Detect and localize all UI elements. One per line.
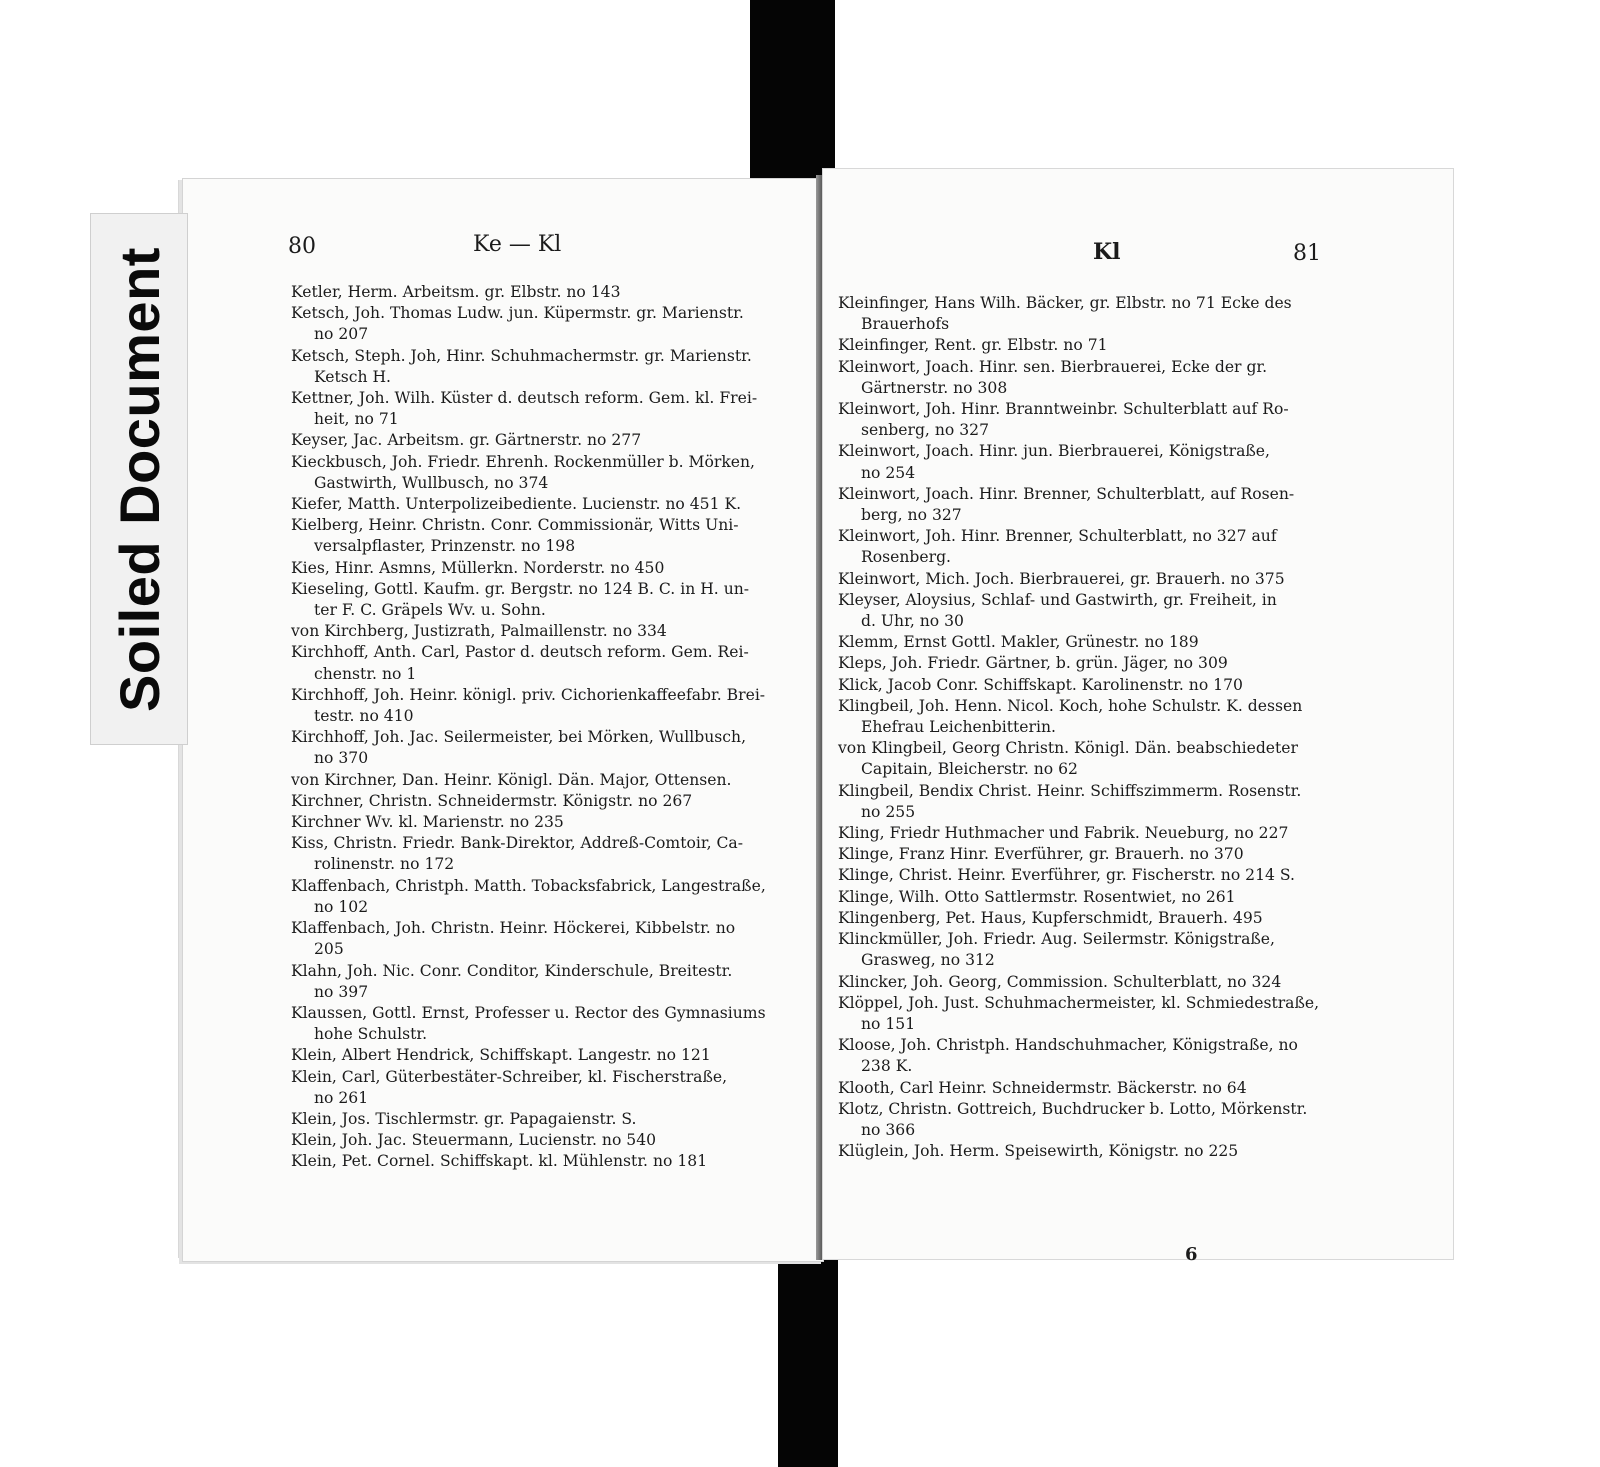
entry-continuation: Gastwirth, Wullbusch, no 374 bbox=[314, 473, 549, 492]
entry-line: Kling, Friedr Huthmacher und Fabrik. Neueburg, no 227 bbox=[838, 824, 1289, 843]
entry-line: Kieckbusch, Joh. Friedr. Ehrenh. Rockenmüller b. Mörken, bbox=[291, 452, 756, 471]
soiled-document-label bbox=[90, 213, 188, 745]
directory-entry bbox=[838, 823, 1328, 844]
directory-entry bbox=[838, 675, 1328, 696]
entry-continuation: 205 bbox=[314, 940, 344, 959]
right-entry-list bbox=[838, 293, 1328, 1162]
entry-continuation: senberg, no 327 bbox=[861, 421, 989, 440]
entry-line: Klaussen, Gottl. Ernst, Professer u. Rector des Gymnasiums bbox=[291, 1003, 766, 1022]
entry-line: Klaffenbach, Joh. Christn. Heinr. Höckerei, Kibbelstr. no bbox=[291, 919, 736, 938]
left-running-head: Ke — Kl bbox=[473, 232, 562, 257]
left-entry-list bbox=[291, 282, 796, 1173]
directory-entry bbox=[838, 1141, 1328, 1162]
right-page bbox=[822, 168, 1454, 1265]
entry-continuation: Rosenberg. bbox=[861, 548, 952, 567]
directory-entry bbox=[838, 441, 1328, 483]
entry-line: Kleinwort, Joach. Hinr. jun. Bierbrauerei, Königstraße, bbox=[838, 442, 1270, 461]
entry-continuation: no 255 bbox=[861, 802, 916, 821]
directory-entry bbox=[291, 1151, 796, 1172]
directory-entry bbox=[291, 727, 796, 769]
entry-line: Kirchner, Christn. Schneidermstr. Königstr. no 267 bbox=[291, 791, 693, 810]
directory-entry bbox=[291, 918, 796, 960]
entry-continuation: chenstr. no 1 bbox=[314, 664, 417, 683]
directory-entry bbox=[291, 303, 796, 345]
bookmark-ribbon-bottom bbox=[778, 1250, 838, 1467]
directory-entry bbox=[291, 430, 796, 451]
directory-entry bbox=[291, 388, 796, 430]
entry-line: Kleinwort, Joh. Hinr. Branntweinbr. Schulterblatt auf Ro- bbox=[838, 400, 1289, 419]
directory-entry bbox=[291, 346, 796, 388]
entry-line: Klinge, Franz Hinr. Everführer, gr. Brauerh. no 370 bbox=[838, 845, 1244, 864]
entry-continuation: Grasweg, no 312 bbox=[861, 951, 995, 970]
right-page-number: 81 bbox=[1293, 241, 1321, 266]
entry-continuation: Gärtnerstr. no 308 bbox=[861, 378, 1008, 397]
entry-line: von Kirchner, Dan. Heinr. Königl. Dän. Major, Ottensen. bbox=[291, 770, 732, 789]
entry-line: Klein, Albert Hendrick, Schiffskapt. Langestr. no 121 bbox=[291, 1046, 711, 1065]
entry-line: Kleinwort, Mich. Joch. Bierbrauerei, gr. Brauerh. no 375 bbox=[838, 569, 1285, 588]
entry-line: Kiefer, Matth. Unterpolizeibediente. Lucienstr. no 451 K. bbox=[291, 495, 742, 514]
entry-continuation: no 370 bbox=[314, 749, 369, 768]
directory-entry bbox=[291, 791, 796, 812]
entry-line: Kiss, Christn. Friedr. Bank-Direktor, Addreß-Comtoir, Ca- bbox=[291, 834, 743, 853]
entry-line: Klöppel, Joh. Just. Schuhmachermeister, kl. Schmiedestraße, bbox=[838, 993, 1320, 1012]
entry-line: Klincker, Joh. Georg, Commission. Schulterblatt, no 324 bbox=[838, 972, 1282, 991]
entry-line: Klein, Joh. Jac. Steuermann, Lucienstr. no 540 bbox=[291, 1131, 657, 1150]
entry-line: Kleinfinger, Hans Wilh. Bäcker, gr. Elbstr. no 71 Ecke des bbox=[838, 294, 1292, 312]
soiled-document-label-text: Soiled Document bbox=[107, 246, 171, 712]
directory-entry bbox=[291, 833, 796, 875]
entry-line: Klotz, Christn. Gottreich, Buchdrucker b. Lotto, Mörkenstr. bbox=[838, 1099, 1308, 1118]
entry-line: Klinge, Christ. Heinr. Everführer, gr. Fischerstr. no 214 S. bbox=[838, 866, 1295, 885]
directory-entry bbox=[838, 887, 1328, 908]
entry-continuation: Ehefrau Leichenbitterin. bbox=[861, 718, 1056, 737]
directory-entry bbox=[838, 908, 1328, 929]
entry-line: Kirchner Wv. kl. Marienstr. no 235 bbox=[291, 813, 564, 832]
directory-entry bbox=[838, 1035, 1328, 1077]
entry-line: Klingbeil, Joh. Henn. Nicol. Koch, hohe Schulstr. K. dessen bbox=[838, 696, 1303, 715]
directory-entry bbox=[838, 993, 1328, 1035]
directory-entry bbox=[838, 1099, 1328, 1141]
entry-line: Klein, Carl, Güterbestäter-Schreiber, kl. Fischerstraße, bbox=[291, 1067, 728, 1086]
bookmark-ribbon-top bbox=[750, 0, 835, 185]
entry-continuation: hohe Schulstr. bbox=[314, 1025, 428, 1044]
directory-entry bbox=[838, 357, 1328, 399]
directory-entry bbox=[291, 515, 796, 557]
entry-line: Klinge, Wilh. Otto Sattlermstr. Rosentwiet, no 261 bbox=[838, 887, 1236, 906]
directory-entry bbox=[291, 452, 796, 494]
directory-entry bbox=[291, 1003, 796, 1045]
entry-line: Kleinfinger, Rent. gr. Elbstr. no 71 bbox=[838, 336, 1108, 355]
entry-continuation: d. Uhr, no 30 bbox=[861, 612, 964, 631]
entry-line: Kieseling, Gottl. Kaufm. gr. Bergstr. no 124 B. C. in H. un- bbox=[291, 579, 750, 598]
directory-entry bbox=[838, 1078, 1328, 1099]
entry-line: Klingenberg, Pet. Haus, Kupferschmidt, Brauerh. 495 bbox=[838, 908, 1263, 927]
directory-entry bbox=[291, 494, 796, 515]
directory-entry bbox=[291, 558, 796, 579]
left-page-number: 80 bbox=[288, 234, 316, 259]
directory-entry bbox=[838, 844, 1328, 865]
entry-continuation: no 254 bbox=[861, 463, 916, 482]
entry-line: Keyser, Jac. Arbeitsm. gr. Gärtnerstr. no 277 bbox=[291, 431, 642, 450]
entry-line: Kielberg, Heinr. Christn. Conr. Commissionär, Witts Uni- bbox=[291, 516, 739, 535]
entry-line: Kleinwort, Joach. Hinr. sen. Bierbrauerei, Ecke der gr. bbox=[838, 357, 1268, 376]
directory-entry bbox=[291, 282, 796, 303]
directory-entry bbox=[838, 590, 1328, 632]
entry-line: Ketsch, Joh. Thomas Ludw. jun. Küpermstr. gr. Marienstr. bbox=[291, 304, 744, 323]
entry-continuation: versalpflaster, Prinzenstr. no 198 bbox=[314, 537, 576, 556]
entry-line: Klick, Jacob Conr. Schiffskapt. Karolinenstr. no 170 bbox=[838, 675, 1243, 694]
entry-line: Kleps, Joh. Friedr. Gärtner, b. grün. Jäger, no 309 bbox=[838, 654, 1228, 673]
directory-entry bbox=[291, 961, 796, 1003]
entry-continuation: ter F. C. Gräpels Wv. u. Sohn. bbox=[314, 601, 546, 620]
directory-entry bbox=[838, 293, 1328, 335]
entry-line: Klein, Jos. Tischlermstr. gr. Papagaienstr. S. bbox=[291, 1109, 637, 1128]
entry-continuation: testr. no 410 bbox=[314, 707, 414, 726]
left-page bbox=[182, 178, 824, 1262]
entry-continuation: Ketsch H. bbox=[314, 367, 392, 386]
directory-entry bbox=[291, 685, 796, 727]
directory-entry bbox=[291, 642, 796, 684]
entry-line: Klein, Pet. Cornel. Schiffskapt. kl. Mühlenstr. no 181 bbox=[291, 1152, 708, 1171]
directory-entry bbox=[291, 1109, 796, 1130]
signature-mark: 6 bbox=[1185, 1244, 1198, 1265]
directory-entry bbox=[838, 865, 1328, 886]
entry-continuation: Brauerhofs bbox=[861, 315, 950, 334]
entry-continuation: 238 K. bbox=[861, 1057, 913, 1076]
entry-line: Kleinwort, Joach. Hinr. Brenner, Schulterblatt, auf Rosen- bbox=[838, 484, 1295, 503]
entry-continuation: no 207 bbox=[314, 325, 369, 344]
entry-line: Klingbeil, Bendix Christ. Heinr. Schiffszimmerm. Rosenstr. bbox=[838, 781, 1302, 800]
directory-entry bbox=[838, 781, 1328, 823]
entry-continuation: berg, no 327 bbox=[861, 506, 962, 525]
entry-continuation: no 102 bbox=[314, 897, 369, 916]
directory-entry bbox=[838, 632, 1328, 653]
directory-entry bbox=[291, 812, 796, 833]
entry-continuation: heit, no 71 bbox=[314, 410, 399, 429]
entry-continuation: no 261 bbox=[314, 1088, 369, 1107]
directory-entry bbox=[291, 621, 796, 642]
entry-line: Klüglein, Joh. Herm. Speisewirth, Königstr. no 225 bbox=[838, 1142, 1239, 1161]
directory-entry bbox=[838, 696, 1328, 738]
entry-line: Kloose, Joh. Christph. Handschuhmacher, Königstraße, no bbox=[838, 1036, 1298, 1055]
entry-line: von Klingbeil, Georg Christn. Königl. Dän. beabschiedeter bbox=[838, 739, 1298, 758]
directory-entry bbox=[838, 484, 1328, 526]
entry-line: Kirchhoff, Anth. Carl, Pastor d. deutsch reform. Gem. Rei- bbox=[291, 643, 749, 662]
directory-entry bbox=[838, 335, 1328, 356]
entry-continuation: no 397 bbox=[314, 982, 369, 1001]
entry-line: Kirchhoff, Joh. Heinr. königl. priv. Cichorienkaffeefabr. Brei- bbox=[291, 685, 766, 704]
entry-line: Klahn, Joh. Nic. Conr. Conditor, Kinderschule, Breitestr. bbox=[291, 961, 733, 980]
directory-entry bbox=[838, 569, 1328, 590]
entry-line: Klemm, Ernst Gottl. Makler, Grünestr. no 189 bbox=[838, 633, 1199, 652]
entry-continuation: no 151 bbox=[861, 1014, 916, 1033]
directory-entry bbox=[838, 738, 1328, 780]
entry-continuation: no 366 bbox=[861, 1120, 916, 1139]
directory-entry bbox=[838, 972, 1328, 993]
directory-entry bbox=[291, 1045, 796, 1066]
directory-entry bbox=[291, 1067, 796, 1109]
directory-entry bbox=[291, 579, 796, 621]
directory-entry bbox=[291, 1130, 796, 1151]
entry-line: Klaffenbach, Christph. Matth. Tobacksfabrick, Langestraße, bbox=[291, 876, 766, 895]
entry-line: Klinckmüller, Joh. Friedr. Aug. Seilermstr. Königstraße, bbox=[838, 930, 1275, 949]
entry-line: Klooth, Carl Heinr. Schneidermstr. Bäckerstr. no 64 bbox=[838, 1078, 1247, 1097]
entry-line: von Kirchberg, Justizrath, Palmaillenstr. no 334 bbox=[291, 622, 667, 641]
directory-entry bbox=[291, 770, 796, 791]
entry-continuation: rolinenstr. no 172 bbox=[314, 855, 455, 874]
directory-entry bbox=[838, 653, 1328, 674]
right-running-head: Kl bbox=[1093, 239, 1121, 265]
entry-continuation: Capitain, Bleicherstr. no 62 bbox=[861, 760, 1078, 779]
directory-entry bbox=[838, 399, 1328, 441]
directory-entry bbox=[291, 876, 796, 918]
entry-line: Ketsch, Steph. Joh, Hinr. Schuhmachermstr. gr. Marienstr. bbox=[291, 346, 752, 365]
entry-line: Kirchhoff, Joh. Jac. Seilermeister, bei Mörken, Wullbusch, bbox=[291, 728, 747, 747]
entry-line: Kleyser, Aloysius, Schlaf- und Gastwirth, gr. Freiheit, in bbox=[838, 590, 1277, 609]
entry-line: Kies, Hinr. Asmns, Müllerkn. Norderstr. no 450 bbox=[291, 558, 665, 577]
directory-entry bbox=[838, 526, 1328, 568]
entry-line: Kettner, Joh. Wilh. Küster d. deutsch reform. Gem. kl. Frei- bbox=[291, 389, 758, 408]
entry-line: Ketler, Herm. Arbeitsm. gr. Elbstr. no 143 bbox=[291, 283, 621, 301]
entry-line: Kleinwort, Joh. Hinr. Brenner, Schulterblatt, no 327 auf bbox=[838, 527, 1277, 546]
directory-entry bbox=[838, 929, 1328, 971]
